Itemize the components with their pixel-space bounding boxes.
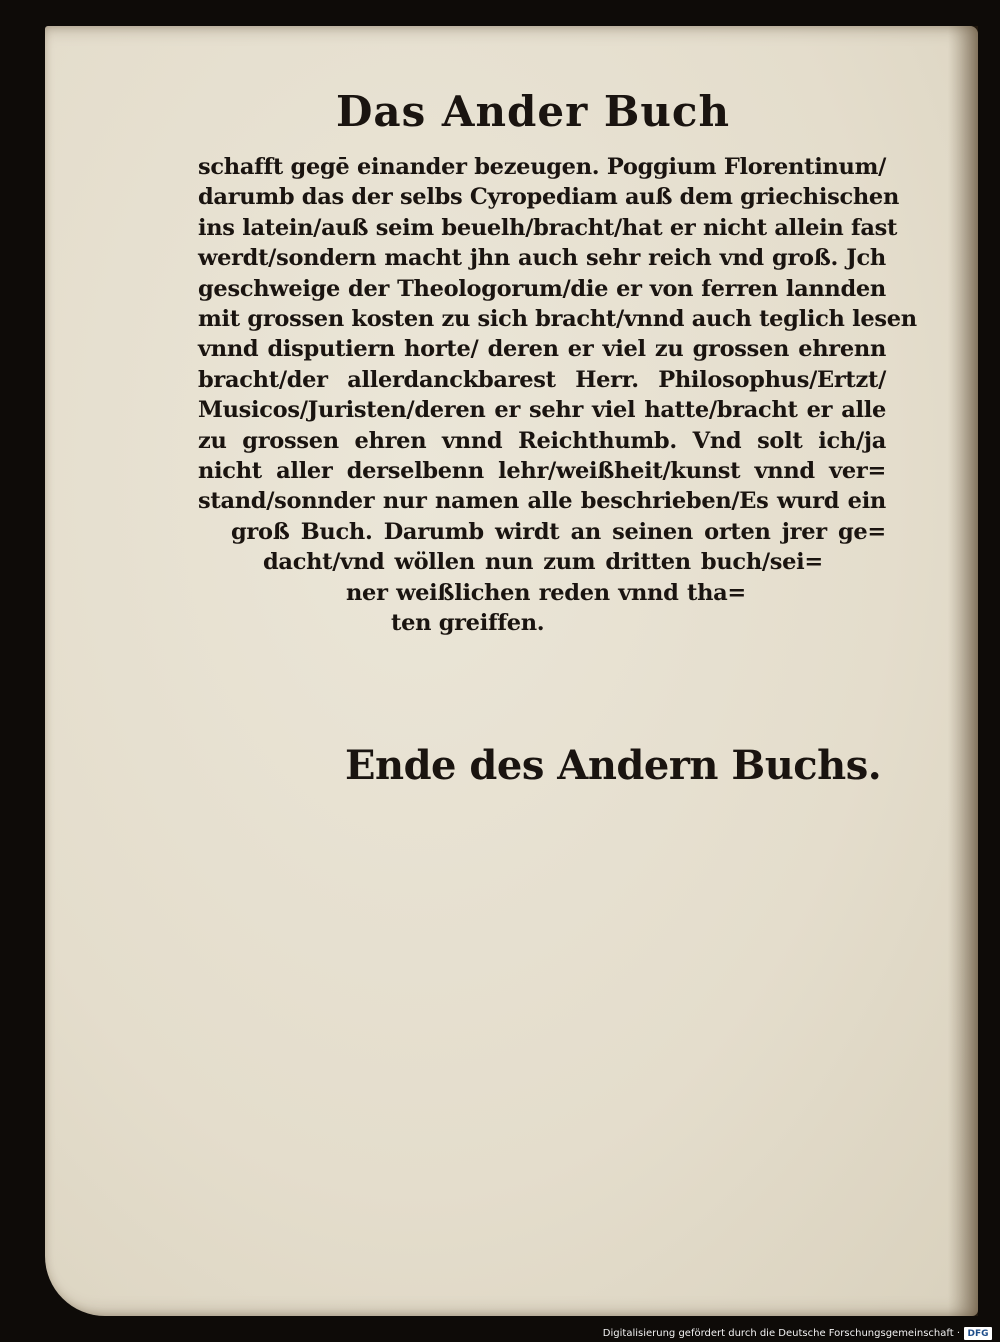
body-text <box>198 152 917 639</box>
text-line: Musicos/Juristen/deren er sehr viel hatte/bracht er alle <box>198 397 886 424</box>
text-line: werdt/sondern macht jhn auch sehr reich vnd groß. Jch <box>198 245 886 272</box>
text-line: dacht/vnd wöllen nun zum dritten buch/sei= <box>263 549 823 576</box>
dfg-logo: DFG <box>964 1327 992 1340</box>
digitization-footer <box>603 1327 992 1340</box>
text-line: vnnd disputiern horte/ deren er viel zu grossen ehrenn <box>198 336 886 363</box>
running-head: Das Ander Buch <box>335 87 730 136</box>
text-line: schafft gegē einander bezeugen. Poggium Florentinum/ <box>198 154 886 180</box>
text-line: ner weißlichen reden vnnd tha= <box>346 579 746 606</box>
text-line: stand/sonnder nur namen alle beschrieben/Es wurd ein <box>198 488 886 515</box>
text-line: ins latein/auß seim beuelh/bracht/hat er nicht allein fast <box>198 214 898 241</box>
text-block <box>198 84 917 639</box>
text-line: geschweige der Theologorum/die er von ferren lannden <box>198 275 886 302</box>
colophon: Ende des Andern Buchs. <box>345 742 882 789</box>
text-line: nicht aller derselbenn lehr/weißheit/kunst vnnd ver= <box>198 458 886 485</box>
text-line: darumb das der selbs Cyropediam auß dem griechischen <box>198 184 900 211</box>
footer-credit: Digitalisierung gefördert durch die Deutsche Forschungsgemeinschaft · <box>602 1328 960 1339</box>
text-line: ten greiffen. <box>391 610 545 637</box>
text-line: mit grossen kosten zu sich bracht/vnnd auch teglich lesen <box>198 306 917 333</box>
text-line: zu grossen ehren vnnd Reichthumb. Vnd solt ich/ja <box>198 427 886 454</box>
text-line: groß Buch. Darumb wirdt an seinen orten jrer ge= <box>231 518 886 545</box>
page-gutter-shadow <box>948 26 978 1316</box>
text-line: bracht/der allerdanckbarest Herr. Philosophus/Ertzt/ <box>198 366 886 393</box>
